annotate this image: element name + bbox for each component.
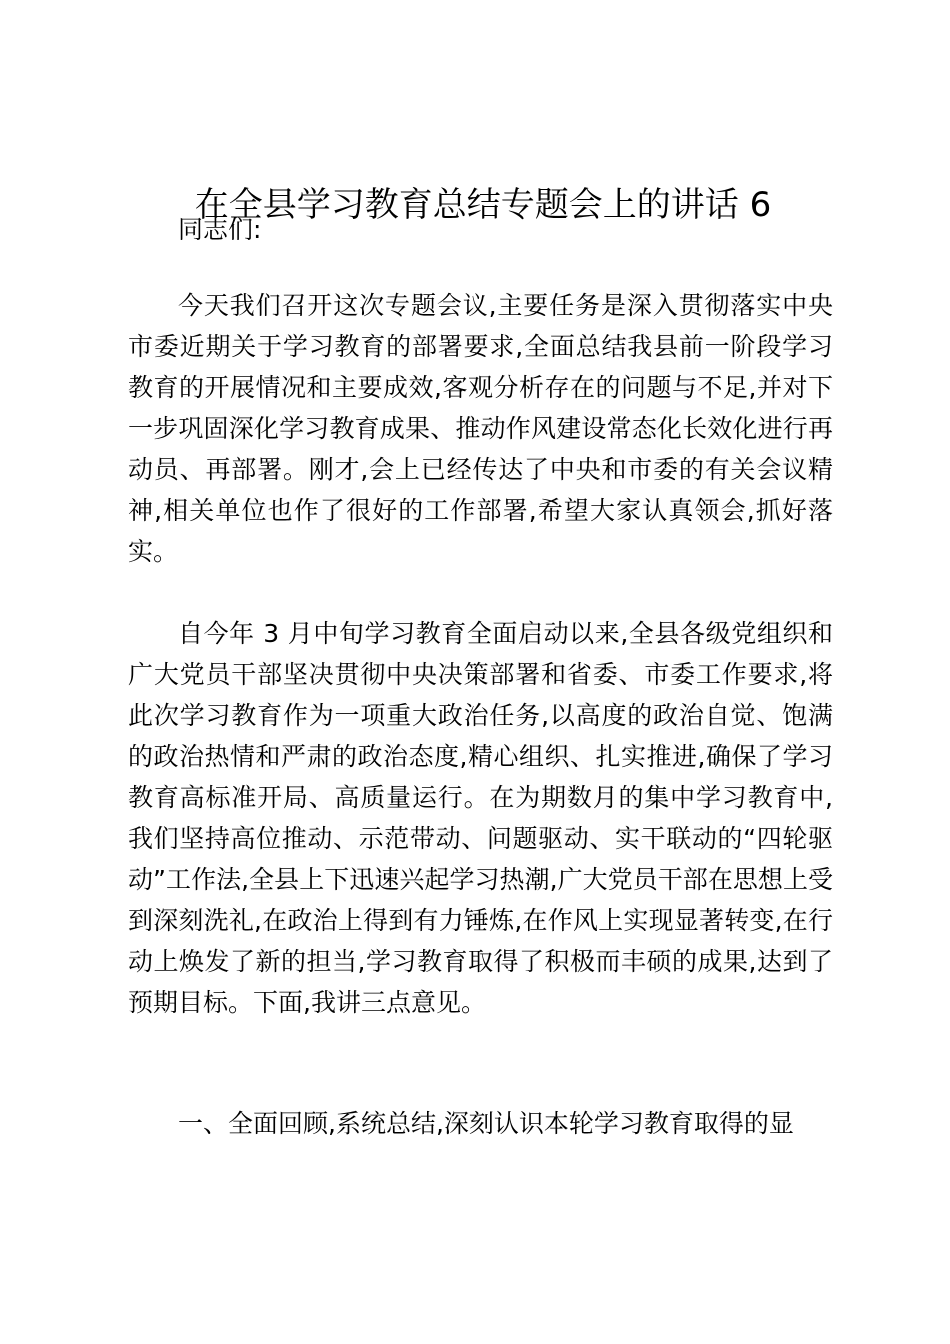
paragraph-intro: 今天我们召开这次专题会议,主要任务是深入贯彻落实中央市委近期关于学习教育的部署要求,全面总结我县前一阶段学习教育的开展情况和主要成效,客观分析存在的问题与不足,并对下一步巩固深化学习教育成果、推动作风建设常态化长效化进行再动员、再部署。刚才,会上已经传达了中央和市委的有关会议精神,相关单位也作了很好的工作部署,希望大家认真领会,抓好落实。 bbox=[128, 291, 833, 566]
document-title: 在全县学习教育总结专题会上的讲话 6 bbox=[194, 185, 772, 225]
salutation: 同志们: bbox=[178, 215, 262, 244]
section-heading-one: 一、全面回顾,系统总结,深刻认识本轮学习教育取得的显 bbox=[178, 1109, 794, 1138]
paragraph-review: 自今年 3 月中旬学习教育全面启动以来,全县各级党组织和广大党员干部坚决贯彻中央决策部署和省委、市委工作要求,将此次学习教育作为一项重大政治任务,以高度的政治自觉、饱满的政治热情和严肃的政治态度,精心组织、扎实推进,确保了学习教育高标准开局、高质量运行。在为期数月的集中学习教育中,我们坚持高位推动、示范带动、问题驱动、实干联动的“四轮驱动”工作法,全县上下迅速兴起学习热潮,广大党员干部在思想上受到深刻洗礼,在政治上得到有力锤炼,在作风上实现显著转变,在行动上焕发了新的担当,学习教育取得了积极而丰硕的成果,达到了预期目标。下面,我讲三点意见。 bbox=[128, 619, 833, 1017]
